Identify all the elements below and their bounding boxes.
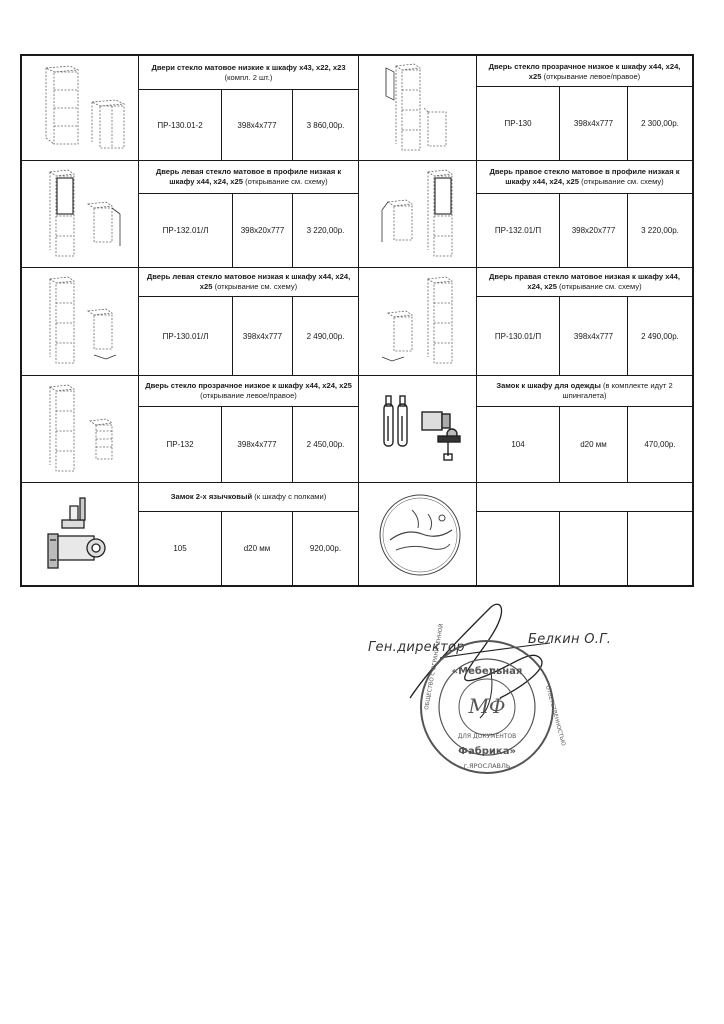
product-title: Дверь левая стекло матовое низкая к шкафу х44, х24, х25 (открывание см. схему) [146,272,351,291]
product-price: 2 450,00р. [306,440,345,449]
product-price: 470,00р. [644,440,676,449]
cabinet-glass-door-icon [366,60,470,161]
product-code: ПР-130.01/Л [162,331,209,341]
product-title: Дверь левая стекло матовое в профиле низкая к шкафу х44, х24, х25 (открывание см. схему) [155,167,342,186]
product-size: d20 мм [243,544,271,553]
product-title: Замок 2-х язычковый (к шкафу с полками) [170,492,327,501]
product-size [560,512,627,585]
svg-text:«Мебельная: «Мебельная [451,666,523,677]
product-title: Дверь правое стекло матовое в профиле низкая к шкафу х44, х24, х25 (открывание см. схему) [489,167,680,186]
product-price [628,512,692,585]
svg-text:ОБЩЕСТВО С ОГРАНИЧЕННОЙ: ОБЩЕСТВО С ОГРАНИЧЕННОЙ [424,623,446,711]
product-code [477,512,559,585]
cabinet-profile-door-right-icon [368,166,472,267]
cabinet-profile-door-left-icon [36,166,132,267]
product-title [477,483,692,511]
product-size: 398х4х777 [573,119,614,128]
product-code: ПР-130 [504,119,532,128]
product-size: 398х4х777 [242,331,283,341]
svg-text:Фабрика»: Фабрика» [458,746,516,757]
product-code: 104 [511,440,525,449]
product-price: 920,00р. [309,544,342,553]
product-title: Дверь стекло прозрачное низкое к шкафу х44, х24, х25 (открывание левое/правое) [488,61,681,81]
double-tongue-lock-icon [34,488,130,585]
product-size: 398х4х777 [237,120,277,130]
product-title: Дверь правая стекло матовое низкая к шкафу х44, х24, х25 (открывание см. схему) [489,272,680,291]
cabinet-frosted-door-left-icon [36,273,132,374]
decorative-stamp-icon [372,488,468,587]
product-price: 3 220,00р. [641,226,679,235]
product-price: 3 860,00р. [306,120,345,130]
product-price: 2 490,00р. [641,331,679,341]
cabinet-frosted-door-right-icon [368,273,472,374]
product-code: ПР-132.01/П [494,226,542,235]
product-price: 2 300,00р. [641,119,679,128]
product-title: Двери стекло матовое низкие к шкафу х43, х22, х23 (компл. 2 шт.) [151,63,346,82]
product-code: ПР-132 [166,440,194,449]
column-divider [358,56,359,585]
product-size: 398х4х777 [237,440,277,449]
company-seal [416,623,566,778]
cabinet-pair-glass-doors-icon [32,60,132,161]
product-title: Замок к шкафу для одежды (в комплекте идут 2 шпингалета) [496,381,673,400]
product-code: ПР-132.01/Л [162,226,209,235]
product-size: 398х20х777 [571,226,616,235]
product-price-table [20,54,694,587]
svg-text:ДЛЯ ДОКУМЕНТОВ: ДЛЯ ДОКУМЕНТОВ [457,733,517,740]
svg-text:ОТВЕТСТВЕННОСТЬЮ: ОТВЕТСТВЕННОСТЬЮ [544,684,566,747]
product-code: ПР-130.01/П [494,331,542,341]
signatory-name: Белкин О.Г. [528,632,612,647]
product-size: 398х4х777 [573,331,614,341]
svg-text:МФ: МФ [468,694,506,718]
product-code: 105 [173,544,187,553]
wardrobe-lock-icon [376,386,472,481]
position-label: Ген.директор [368,640,465,655]
svg-text:г.ЯРОСЛАВЛЬ: г.ЯРОСЛАВЛЬ [463,762,511,770]
product-size: 398х20х777 [240,226,285,235]
product-price: 2 490,00р. [306,331,345,341]
signature-block [340,598,660,778]
product-title: Дверь стекло прозрачное низкое к шкафу х44, х24, х25 (открывание левое/правое) [145,381,352,400]
product-code: ПР-130.01-2 [157,120,203,130]
product-price: 3 220,00р. [306,226,345,235]
product-size: d20 мм [580,440,607,449]
cabinet-clear-door-icon [36,381,132,482]
